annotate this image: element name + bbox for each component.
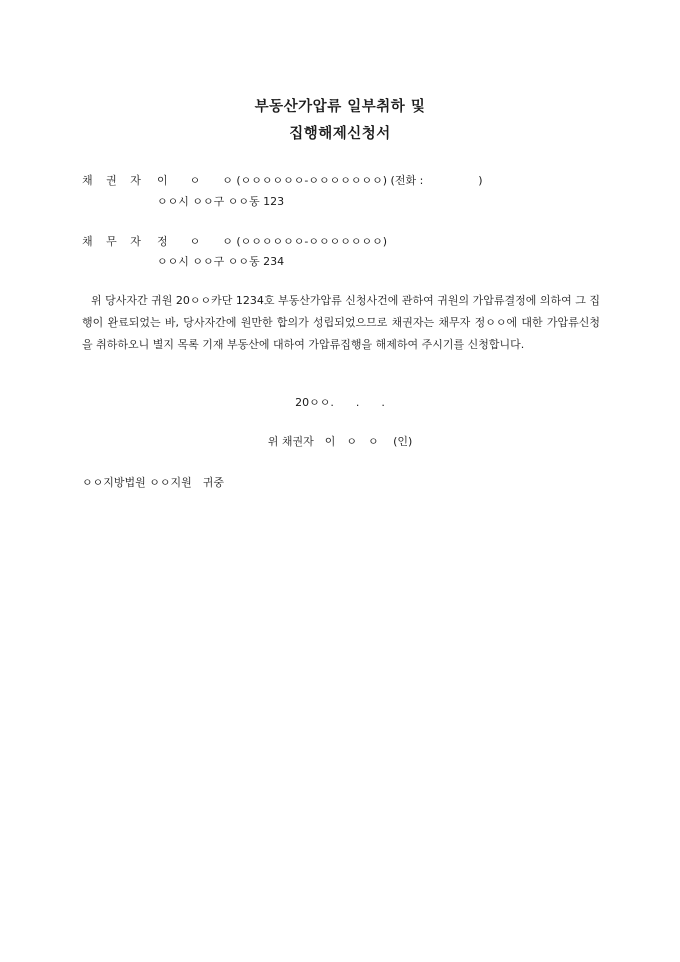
creditor-address: ㅇㅇ시 ㅇㅇ구 ㅇㅇ동 123 [157,195,285,208]
creditor-label: 채 권 자 [82,174,146,187]
request-date: 20ㅇㅇ. . . [295,396,385,409]
request-body-paragraph: 위 당사자간 귀원 20ㅇㅇ카단 1234호 부동산가압류 신청사건에 관하여 귀원의 가압류결정에 의하여 그 집행이 완료되었는 바, 당사자간에 원만한 합의가 성립되었으므로 채권자는 채무자 정ㅇㅇ에 대한 가압류신청을 취하하오니 별지 목록 기재 부동산에 대하여 가압류집행을 해제하여 주시기를 신청합니다. [82,294,600,351]
creditor-signature: 위 채권자 이 ㅇ ㅇ (인) [267,435,413,448]
document-title-line1: 부동산가압류 일부취하 및 [254,99,426,115]
creditor-name-line: 이 ㅇ ㅇ (ㅇㅇㅇㅇㅇㅇ-ㅇㅇㅇㅇㅇㅇㅇ) (전화 : ) [157,174,483,187]
debtor-name-line: 정 ㅇ ㅇ (ㅇㅇㅇㅇㅇㅇ-ㅇㅇㅇㅇㅇㅇㅇ) [157,235,388,248]
debtor-address: ㅇㅇ시 ㅇㅇ구 ㅇㅇ동 234 [157,255,285,268]
debtor-label: 채 무 자 [82,235,146,248]
document-title-line2: 집행해제신청서 [289,126,391,142]
court-addressee: ㅇㅇ지방법원 ㅇㅇ지원 귀중 [82,476,225,489]
